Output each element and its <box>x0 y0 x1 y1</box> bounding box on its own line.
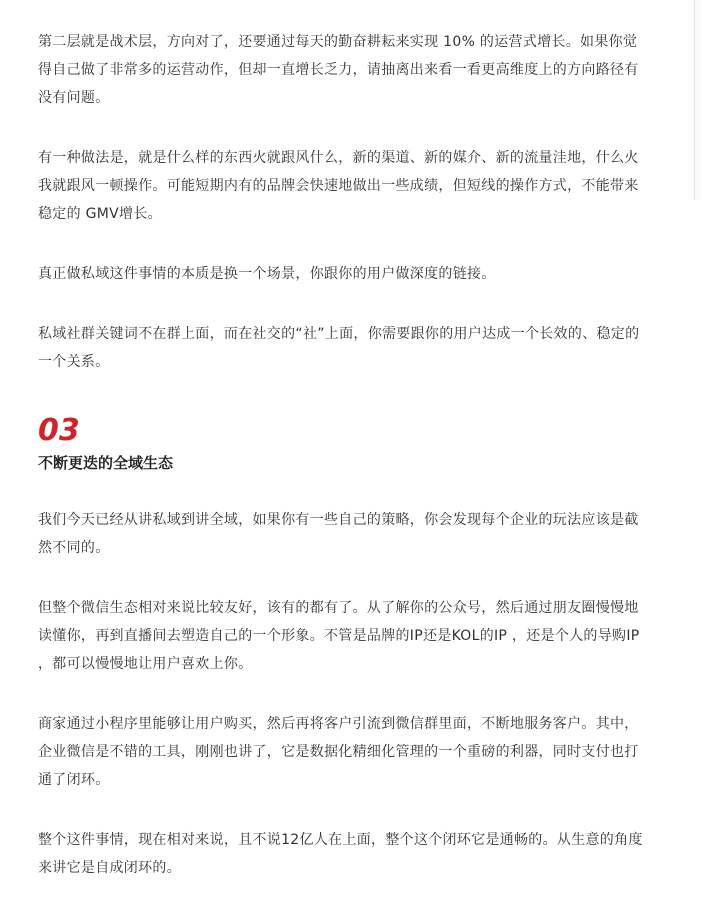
text-line: 真正做私域这件事情的本质是换一个场景，你跟你的用户做深度的链接。 <box>38 266 496 282</box>
paragraph-omnichannel <box>38 506 664 562</box>
text-line: 我就跟风一顿操作。可能短期内有的品牌会快速地做出一些成绩，但短线的操作方式，不能带来 <box>38 178 639 194</box>
text-line: 一个关系。 <box>38 354 110 370</box>
paragraph-wechat-ecosystem <box>38 594 664 678</box>
text-line: 读懂你，再到直播间去塑造自己的一个形象。不管是品牌的IP还是KOL的IP ，还是个人的导购IP <box>38 628 640 644</box>
paragraph-mini-program <box>38 710 664 794</box>
text-line: 商家通过小程序里能够让用户购买，然后再将客户引流到微信群里面，不断地服务客户。其中， <box>38 716 639 732</box>
text-line: 第二层就是战术层，方向对了，还要通过每天的勤奋耕耘来实现 10% 的运营式增长。如果你觉 <box>38 34 638 50</box>
paragraph-tactical-layer <box>38 28 664 112</box>
text-line: 整个这件事情，现在相对来说，且不说12亿人在上面，整个这个闭环它是通畅的。从生意的角度 <box>38 832 643 848</box>
text-line: 私域社群关键词不在群上面，而在社交的“社”上面，你需要跟你的用户达成一个长效的、稳定的 <box>38 326 640 342</box>
paragraph-closed-loop <box>38 826 664 882</box>
text-line: 企业微信是不错的工具，刚刚也讲了，它是数据化精细化管理的一个重磅的利器，同时支付也打 <box>38 744 639 760</box>
scrollbar-edge[interactable] <box>694 0 701 200</box>
text-line: ，都可以慢慢地让用户喜欢上你。 <box>38 656 253 672</box>
text-line: 但整个微信生态相对来说比较友好，该有的都有了。从了解你的公众号，然后通过朋友圈慢慢地 <box>38 600 639 616</box>
text-line: 有一种做法是，就是什么样的东西火就跟风什么，新的渠道、新的媒介、新的流量洼地，什么火 <box>38 150 639 166</box>
text-line: 稳定的 GMV增长。 <box>38 206 162 222</box>
section-title: 不断更迭的全域生态 <box>38 454 174 472</box>
text-line: 来讲它是自成闭环的。 <box>38 860 181 876</box>
text-line: 得自己做了非常多的运营动作，但却一直增长乏力，请抽离出来看一看更高维度上的方向路径有 <box>38 62 639 78</box>
paragraph-private-domain-essence <box>38 260 664 288</box>
section-number: 03 <box>38 413 80 448</box>
paragraph-community-keyword <box>38 320 664 376</box>
text-line: 我们今天已经从讲私域到讲全域，如果你有一些自己的策略，你会发现每个企业的玩法应该是截 <box>38 512 639 528</box>
text-line: 然不同的。 <box>38 540 110 556</box>
paragraph-follow-trend <box>38 144 664 228</box>
text-line: 没有问题。 <box>38 90 110 106</box>
text-line: 通了闭环。 <box>38 772 110 788</box>
article-body <box>38 28 664 914</box>
